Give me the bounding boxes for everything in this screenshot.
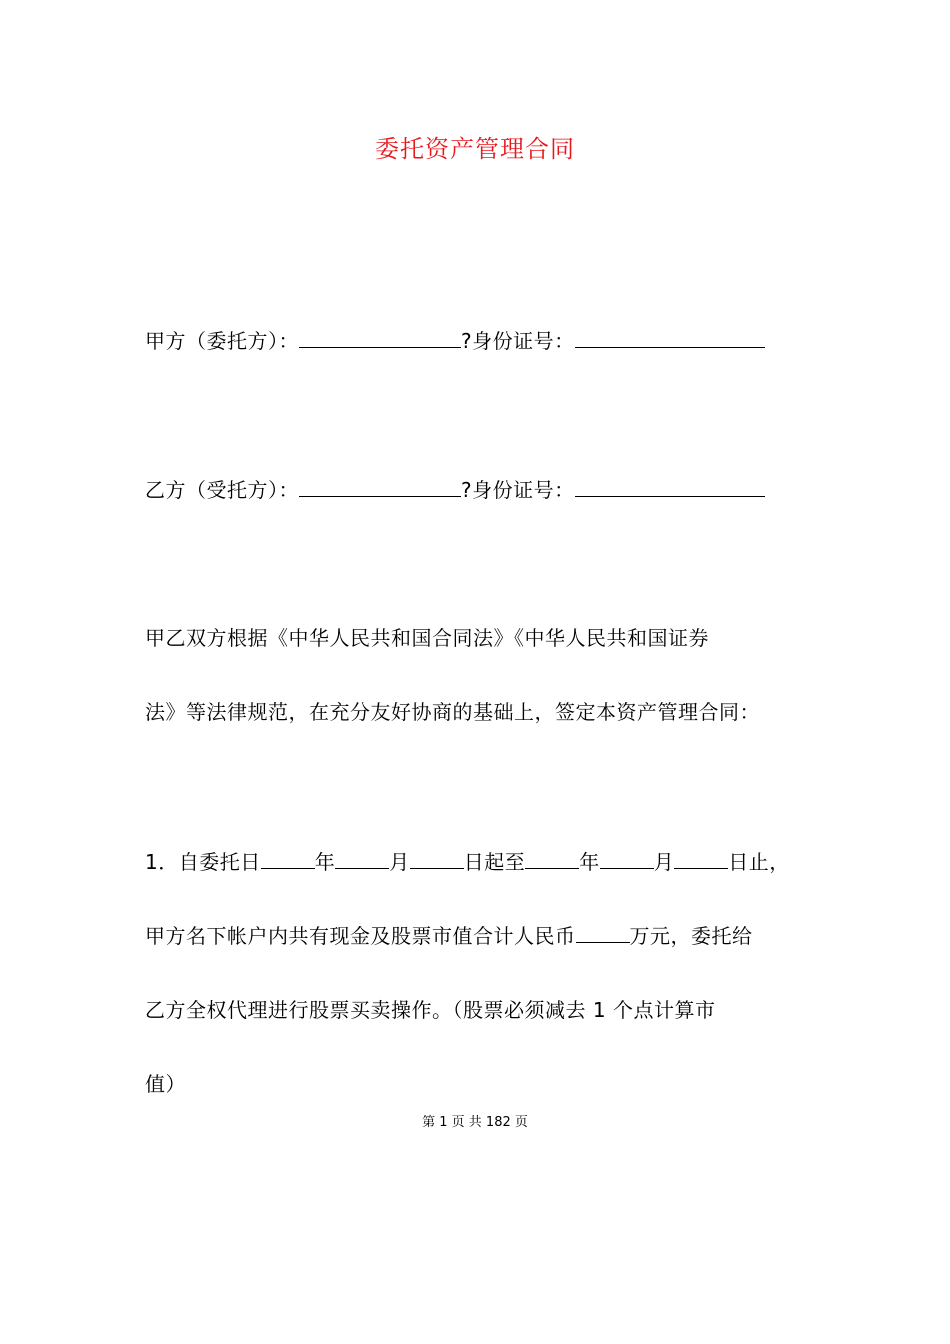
end-year-blank bbox=[525, 846, 579, 869]
party-b-id-label: ?身份证号： bbox=[461, 478, 575, 502]
end-year-label: 年 bbox=[579, 850, 600, 874]
preamble-line-2: 法》等法律规范，在充分友好协商的基础上，签定本资产管理合同： bbox=[145, 700, 760, 724]
start-month-label: 月 bbox=[389, 850, 410, 874]
end-day-blank bbox=[674, 846, 728, 869]
clause-1-line-2 bbox=[145, 920, 753, 951]
end-month-label: 月 bbox=[653, 850, 675, 874]
party-a-id-label: ?身份证号： bbox=[461, 329, 575, 353]
party-a-id-blank bbox=[575, 325, 765, 348]
amount-prefix: 甲方名下帐户内共有现金及股票市值合计人民币 bbox=[145, 924, 576, 948]
start-year-blank bbox=[261, 846, 315, 869]
document-title: 委托资产管理合同 bbox=[375, 135, 575, 163]
party-b-name-blank bbox=[299, 474, 461, 497]
amount-suffix: 万元，委托给 bbox=[629, 924, 753, 948]
start-year-label: 年 bbox=[314, 850, 336, 874]
start-day-blank bbox=[410, 846, 464, 869]
clause-1-prefix: 1．自委托日 bbox=[145, 850, 261, 874]
party-a-line bbox=[145, 325, 765, 356]
party-b-id-blank bbox=[575, 474, 765, 497]
clause-1-line-4: 值） bbox=[145, 1072, 186, 1096]
end-month-blank bbox=[600, 846, 654, 869]
party-b-label: 乙方（受托方）： bbox=[145, 478, 299, 502]
start-day-label: 日起至 bbox=[463, 850, 526, 874]
party-b-line bbox=[145, 474, 765, 505]
party-a-name-blank bbox=[299, 325, 461, 348]
amount-blank bbox=[576, 920, 630, 943]
party-a-label: 甲方（委托方）： bbox=[145, 329, 299, 353]
start-month-blank bbox=[335, 846, 389, 869]
clause-1-line-3: 乙方全权代理进行股票买卖操作。（股票必须减去 1 个点计算市 bbox=[145, 998, 716, 1022]
page-footer: 第 1 页 共 182 页 bbox=[422, 1115, 528, 1130]
clause-1-line-1 bbox=[145, 846, 790, 877]
preamble-line-1: 甲乙双方根据《中华人民共和国合同法》《中华人民共和国证券 bbox=[145, 626, 709, 650]
end-day-label: 日止， bbox=[728, 850, 790, 874]
